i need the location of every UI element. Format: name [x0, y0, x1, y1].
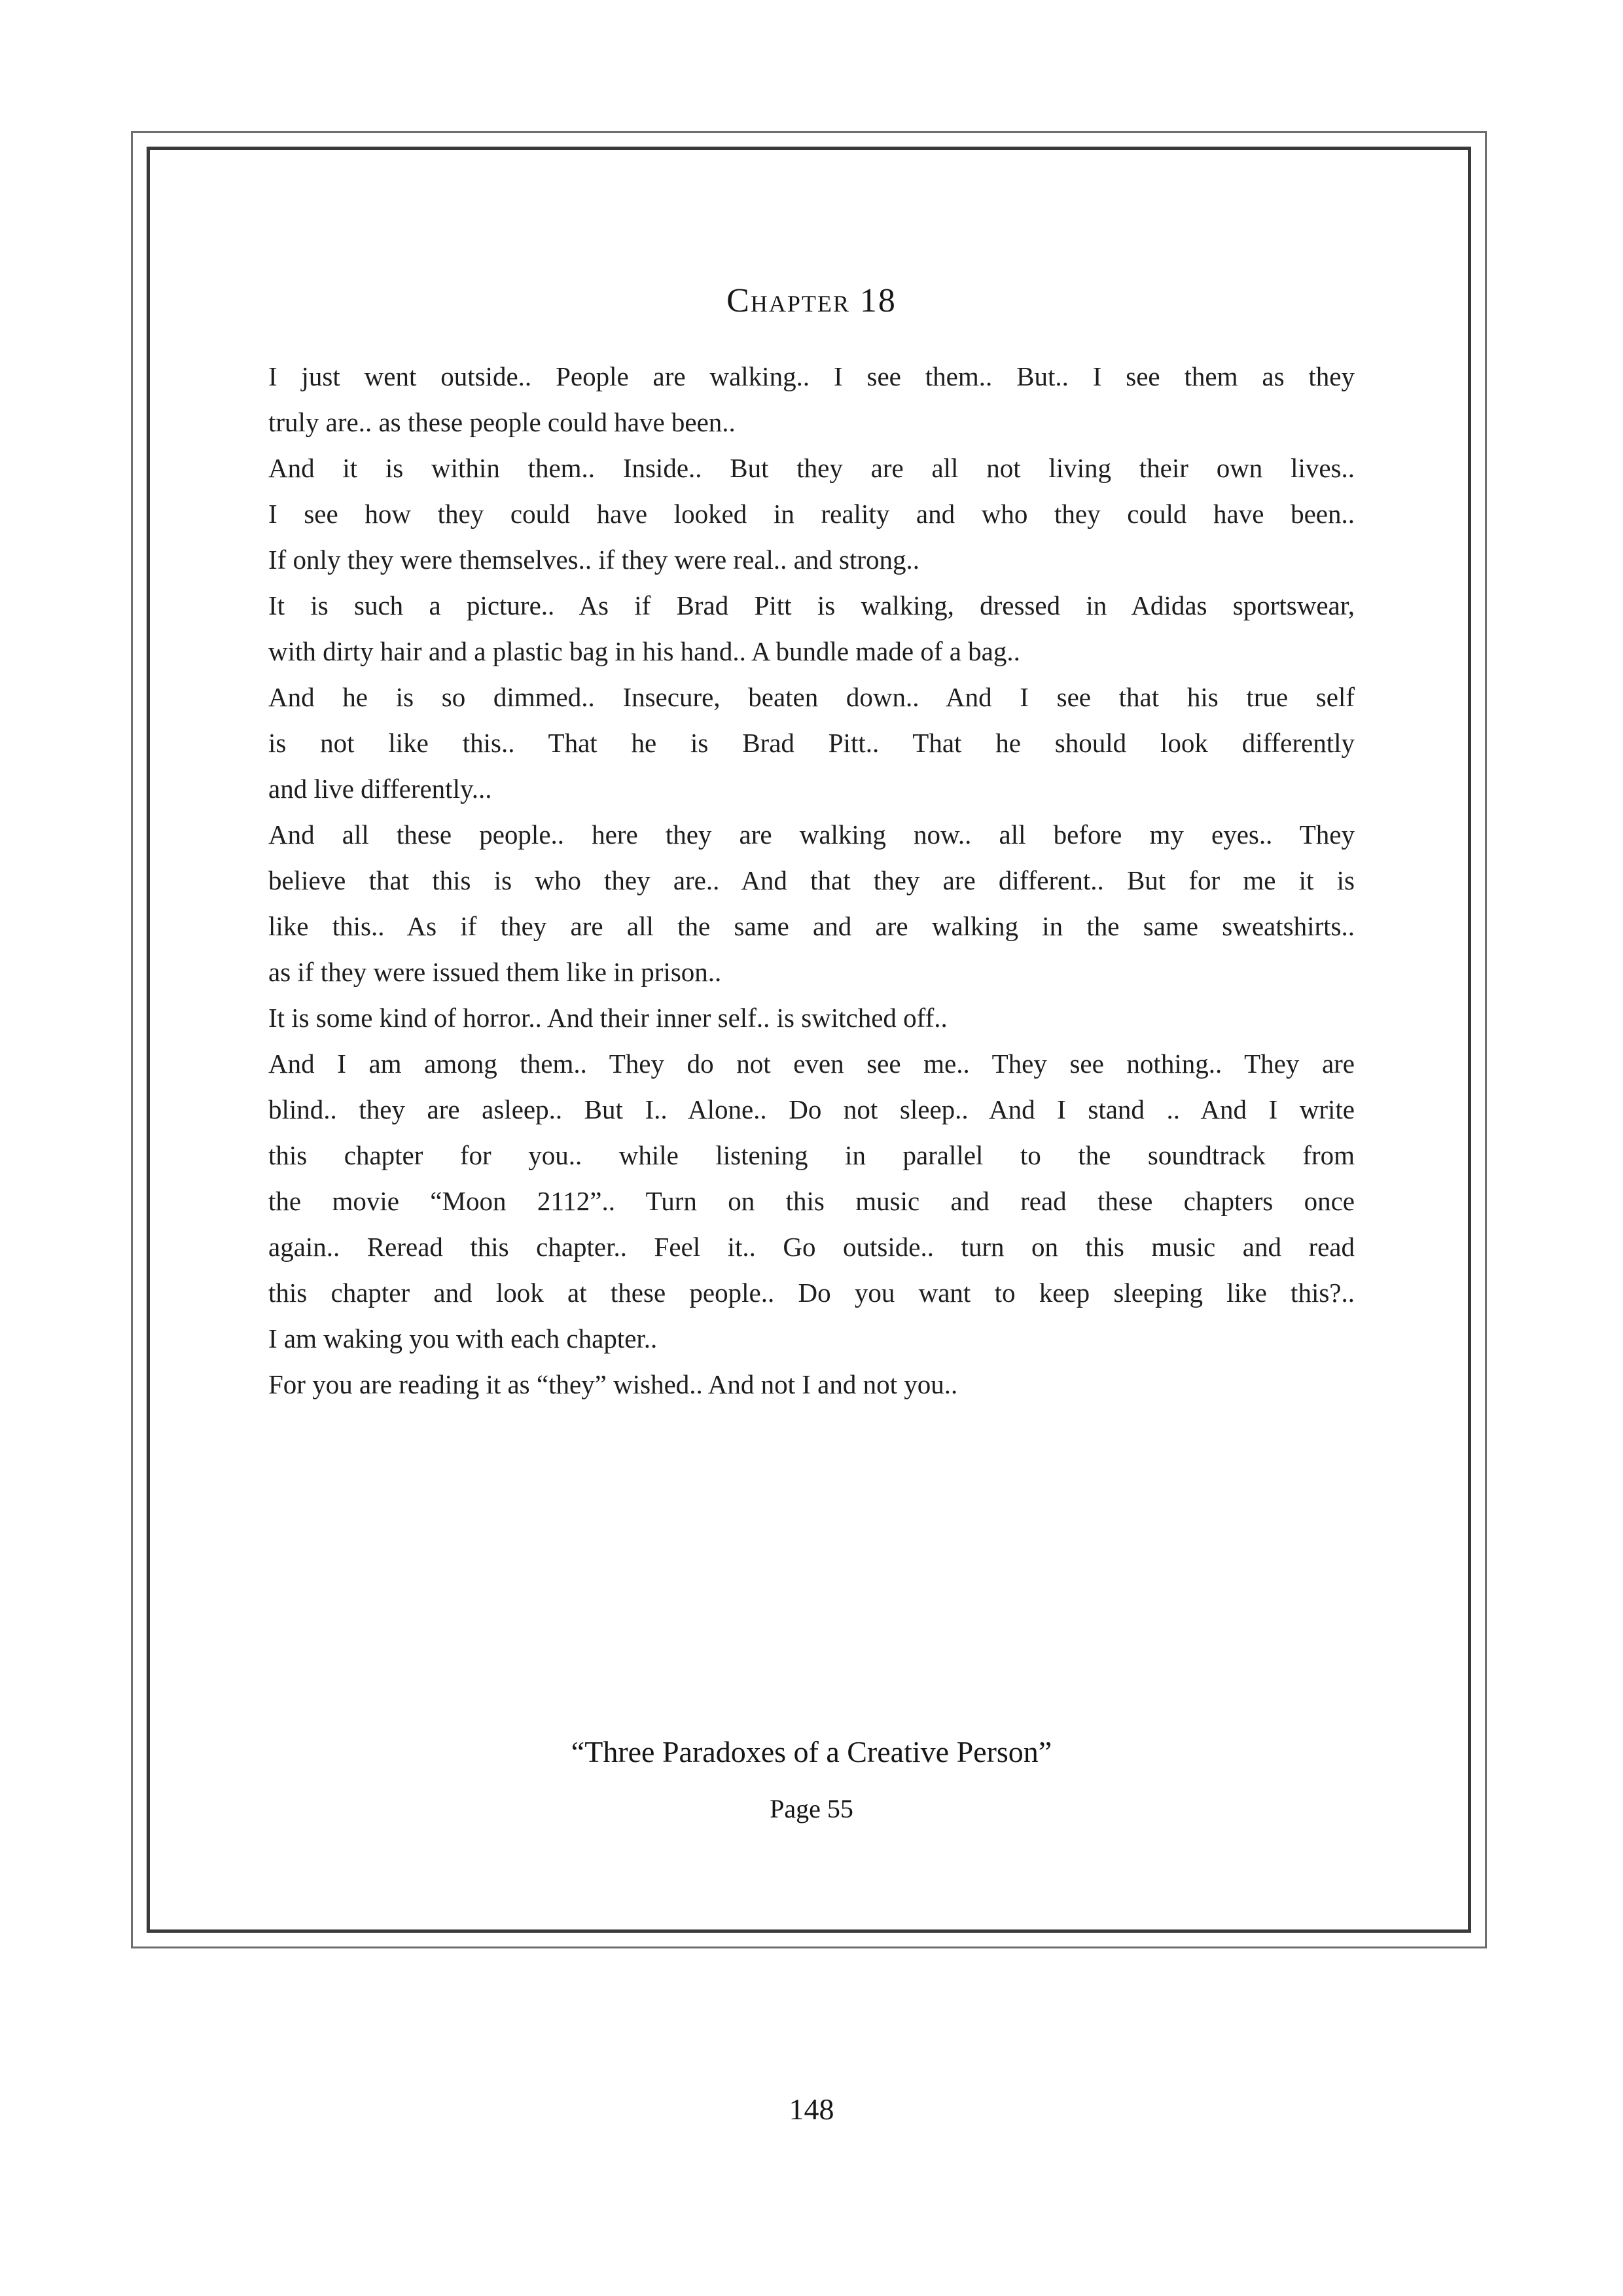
text-line: I just went outside.. People are walking.. I see them.. But.. I see them as they	[268, 361, 1355, 391]
footer-book-title: “Three Paradoxes of a Creative Person”	[571, 1735, 1052, 1768]
text-line: like this.. As if they are all the same and are walking in the same sweatshirts..	[268, 911, 1355, 941]
text-line: And all these people.. here they are walking now.. all before my eyes.. They	[268, 819, 1355, 850]
chapter-heading: Chapter 18	[726, 282, 897, 319]
text-line: It is such a picture.. As if Brad Pitt is walking, dressed in Adidas sportswear,	[268, 590, 1355, 620]
footer-page-label: Page 55	[770, 1794, 853, 1823]
text-line: the movie “Moon 2112”.. Turn on this music and read these chapters once	[268, 1186, 1355, 1216]
text-line: with dirty hair and a plastic bag in his hand.. A bundle made of a bag..	[268, 636, 1020, 666]
text-line: And he is so dimmed.. Insecure, beaten down.. And I see that his true self	[268, 682, 1355, 712]
text-line: this chapter for you.. while listening in parallel to the soundtrack from	[268, 1140, 1355, 1170]
text-line: I see how they could have looked in reality and who they could have been..	[268, 499, 1355, 529]
text-line: If only they were themselves.. if they were real.. and strong..	[268, 545, 920, 575]
text-line: is not like this.. That he is Brad Pitt.. That he should look differently	[268, 728, 1355, 758]
text-line: And I am among them.. They do not even see me.. They see nothing.. They are	[268, 1049, 1355, 1079]
text-line: It is some kind of horror.. And their inner self.. is switched off..	[268, 1003, 948, 1033]
text-line: again.. Reread this chapter.. Feel it.. Go outside.. turn on this music and read	[268, 1232, 1355, 1262]
body-text	[268, 353, 1355, 1407]
text-line: this chapter and look at these people.. Do you want to keep sleeping like this?..	[268, 1278, 1355, 1308]
text-line: blind.. they are asleep.. But I.. Alone.. Do not sleep.. And I stand .. And I write	[268, 1094, 1355, 1124]
text-line: and live differently...	[268, 774, 492, 804]
page-number: 148	[789, 2092, 834, 2126]
text-line: For you are reading it as “they” wished.. And not I and not you..	[268, 1369, 958, 1399]
text-line: as if they were issued them like in prison..	[268, 957, 722, 987]
text-line: believe that this is who they are.. And that they are different.. But for me it is	[268, 865, 1355, 895]
text-line: I am waking you with each chapter..	[268, 1323, 658, 1354]
text-line: And it is within them.. Inside.. But they are all not living their own lives..	[268, 453, 1355, 483]
text-line: truly are.. as these people could have been..	[268, 407, 736, 437]
